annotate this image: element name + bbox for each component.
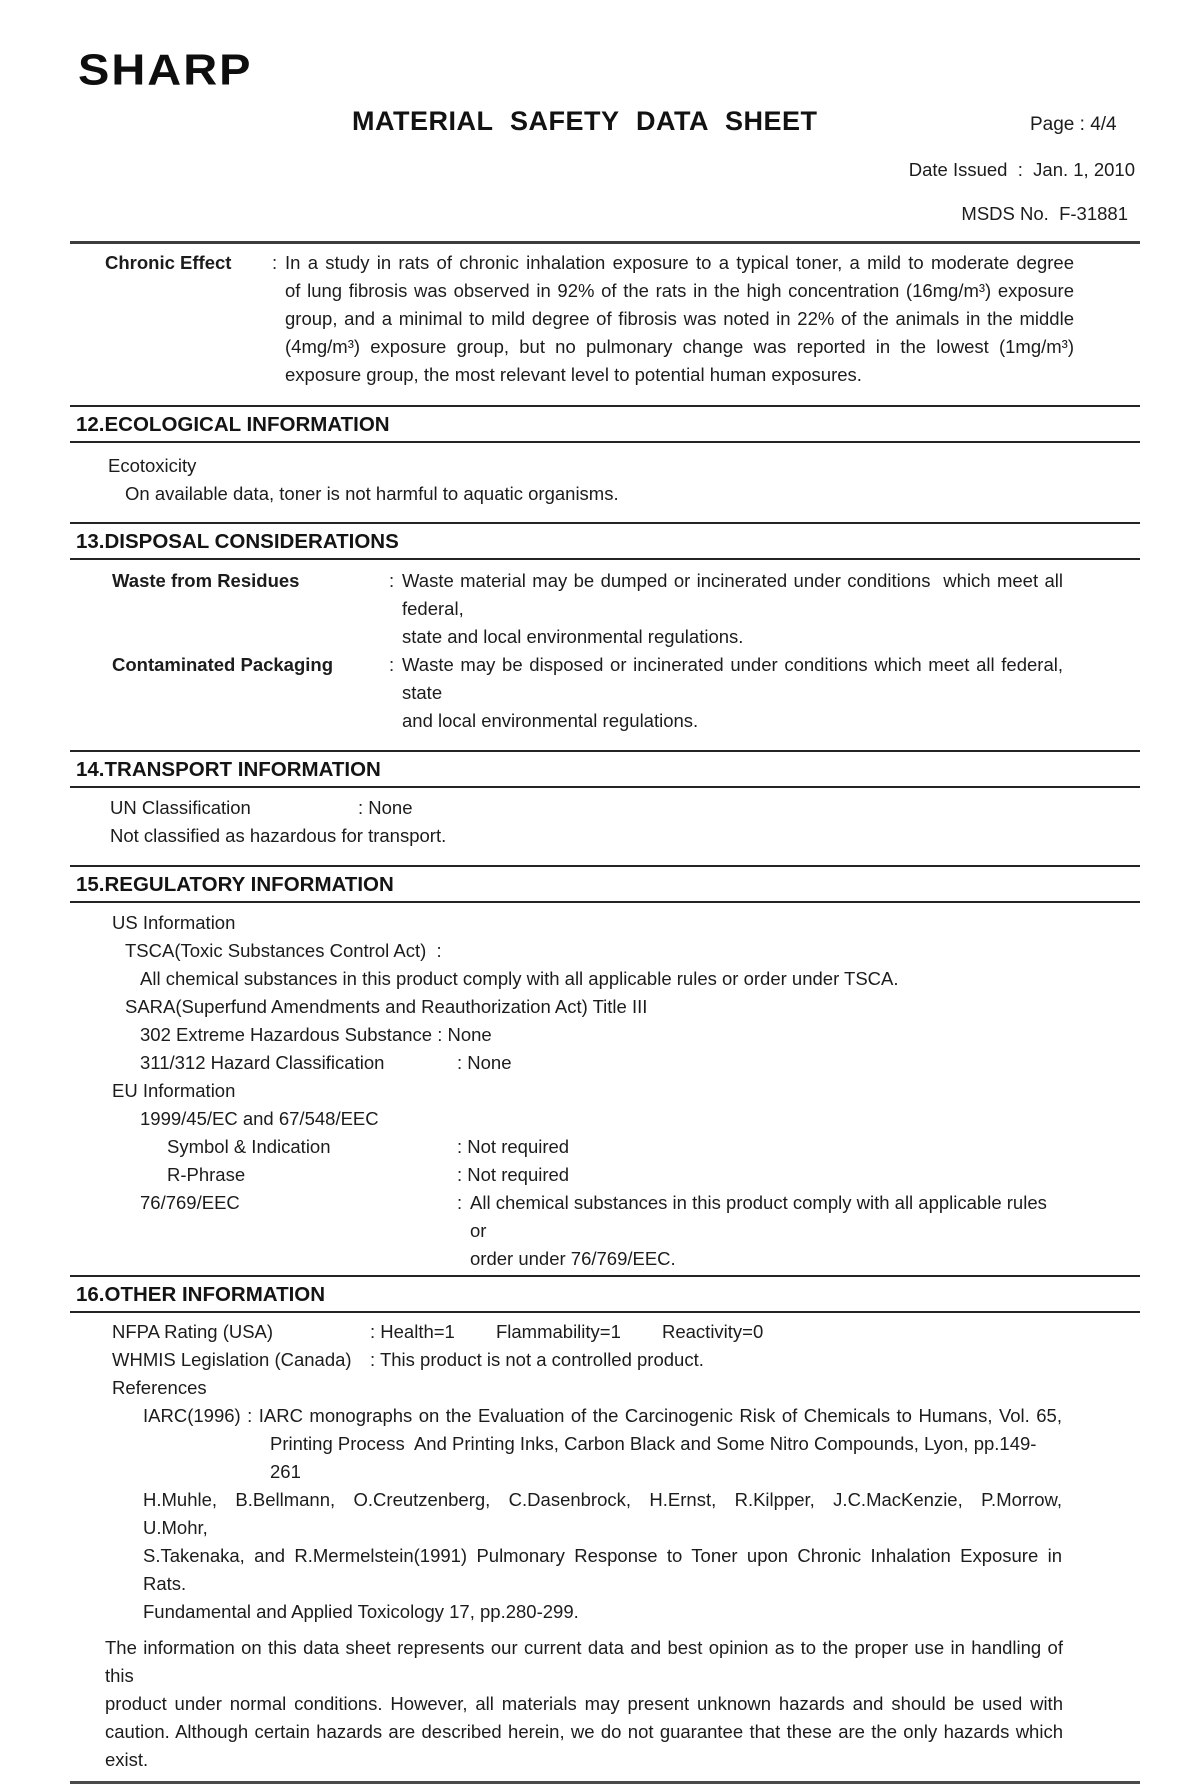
sara-302: 302 Extreme Hazardous Substance : None (140, 1024, 492, 1045)
chronic-effect-colon: : (272, 252, 278, 273)
chronic-effect-row (0, 249, 1190, 389)
disposal-text (402, 567, 1069, 651)
reference-line: Fundamental and Applied Toxicology 17, pp.280-299. (143, 1601, 579, 1622)
nfpa-value: : Health=1 Flammability=1 Reactivity=0 (370, 1321, 764, 1342)
nfpa-label: NFPA Rating (USA) (112, 1321, 274, 1342)
disposal-line: and local environmental regulations. (402, 710, 699, 731)
reference-muhle (143, 1486, 1073, 1626)
disposal-label: Waste from Residues (112, 570, 300, 591)
msds-number: MSDS No. F-31881 (961, 203, 1128, 224)
tsca-heading: TSCA(Toxic Substances Control Act) : (125, 940, 442, 961)
r-phrase-row (0, 1161, 1190, 1189)
hazard-311-label: 311/312 Hazard Classification (140, 1052, 385, 1073)
section-title-ecological: 12.ECOLOGICAL INFORMATION (70, 405, 1140, 443)
whmis-label: WHMIS Legislation (Canada) (112, 1349, 352, 1370)
page-number: Page : 4/4 (1030, 114, 1117, 135)
whmis-value: : This product is not a controlled product. (370, 1349, 704, 1370)
disclaimer-line: exist. (105, 1749, 149, 1770)
header-rule (70, 241, 1140, 244)
disposal-row-residues (0, 567, 1190, 651)
document-title: MATERIAL SAFETY DATA SHEET (352, 106, 818, 136)
disclaimer-line: The information on this data sheet represents our current data and best opinion as to the proper use in handling of this (105, 1637, 1069, 1686)
eec-76769-text (470, 1189, 1062, 1273)
eu-information-heading: EU Information (112, 1080, 236, 1101)
eec-76769-label: 76/769/EEC (140, 1192, 240, 1213)
us-information-heading: US Information (112, 912, 236, 933)
reference-line: H.Muhle, B.Bellmann, O.Creutzenberg, C.Dasenbrock, H.Ernst, R.Kilpper, J.C.MacKenzie, P.Morrow, U.Mohr, (143, 1489, 1073, 1538)
un-classification-label: UN Classification (110, 797, 251, 818)
nfpa-row (0, 1318, 1190, 1346)
references-heading: References (112, 1377, 207, 1398)
r-phrase-label: R-Phrase (167, 1164, 246, 1185)
date-issued: Date Issued : Jan. 1, 2010 (908, 159, 1135, 180)
chronic-line: In a study in rats of chronic inhalation exposure to a typical toner, a mild to moderate degree (285, 252, 1074, 273)
eec-76769-colon: : (457, 1192, 463, 1213)
r-phrase-value: : Not required (457, 1164, 570, 1185)
sara-heading: SARA(Superfund Amendments and Reauthorization Act) Title III (125, 996, 648, 1017)
un-classification-value: : None (358, 797, 413, 818)
ecotoxicity-heading: Ecotoxicity (108, 455, 197, 476)
symbol-indication-row (0, 1133, 1190, 1161)
un-classification-row (0, 794, 1190, 822)
chronic-effect-text (285, 249, 1074, 389)
disposal-row-packaging (0, 651, 1190, 735)
section-title-transport: 14.TRANSPORT INFORMATION (70, 750, 1140, 788)
chronic-line: group, and a minimal to mild degree of fibrosis was noted in 22% of the animals in the middle (285, 308, 1074, 329)
disclaimer-line: product under normal conditions. However, all materials may present unknown hazards and should be used with (105, 1693, 1063, 1714)
disposal-text (402, 651, 1069, 735)
eec-76769-row (0, 1189, 1190, 1273)
disposal-line: Waste material may be dumped or incinerated under conditions which meet all federal, (402, 570, 1069, 619)
disposal-line: state and local environmental regulations. (402, 626, 744, 647)
disposal-label: Contaminated Packaging (112, 654, 334, 675)
eec-line: All chemical substances in this product comply with all applicable rules or (470, 1192, 1052, 1241)
msds-page (0, 44, 1190, 1770)
disposal-line: Waste may be disposed or incinerated under conditions which meet all federal, state (402, 654, 1069, 703)
reference-line: S.Takenaka, and R.Mermelstein(1991) Pulmonary Response to Toner upon Chronic Inhalation Exposure in Rats. (143, 1545, 1068, 1594)
reference-iarc-line1: IARC(1996) : IARC monographs on the Evaluation of the Carcinogenic Risk of Chemicals to Humans, Vol. 65, (143, 1405, 1062, 1426)
chronic-line: exposure group, the most relevant level to potential human exposures. (285, 364, 862, 385)
eec-line: order under 76/769/EEC. (470, 1248, 676, 1269)
section-title-regulatory: 15.REGULATORY INFORMATION (70, 865, 1140, 903)
transport-note: Not classified as hazardous for transport. (110, 825, 447, 846)
disposal-colon: : (389, 654, 395, 675)
section-title-disposal: 13.DISPOSAL CONSIDERATIONS (70, 522, 1140, 560)
ecotoxicity-text: On available data, toner is not harmful to aquatic organisms. (125, 483, 619, 504)
sharp-logo: SHARP (78, 44, 253, 94)
hazard-311-value: : None (457, 1052, 512, 1073)
symbol-indication-value: : Not required (457, 1136, 570, 1157)
chronic-effect-label: Chronic Effect (105, 252, 232, 273)
chronic-line: (4mg/m³) exposure group, but no pulmonary change was reported in the lowest (1mg/m³) (285, 336, 1074, 357)
chronic-line: of lung fibrosis was observed in 92% of the rats in the high concentration (16mg/m³) exposure (285, 280, 1074, 301)
document-header (0, 104, 1190, 138)
eu-directives: 1999/45/EC and 67/548/EEC (140, 1108, 379, 1129)
tsca-text: All chemical substances in this product comply with all applicable rules or order under TSCA. (140, 968, 899, 989)
reference-iarc-line2: Printing Process And Printing Inks, Carbon Black and Some Nitro Compounds, Lyon, pp.149-261 (270, 1433, 1037, 1482)
whmis-row (0, 1346, 1190, 1374)
disclaimer (105, 1634, 1069, 1774)
hazard-311-row (0, 1049, 1190, 1077)
symbol-indication-label: Symbol & Indication (167, 1136, 331, 1157)
disposal-colon: : (389, 570, 395, 591)
disclaimer-line: caution. Although certain hazards are described herein, we do not guarantee that these are the only hazards which (105, 1721, 1063, 1742)
section-title-other: 16.OTHER INFORMATION (70, 1275, 1140, 1313)
